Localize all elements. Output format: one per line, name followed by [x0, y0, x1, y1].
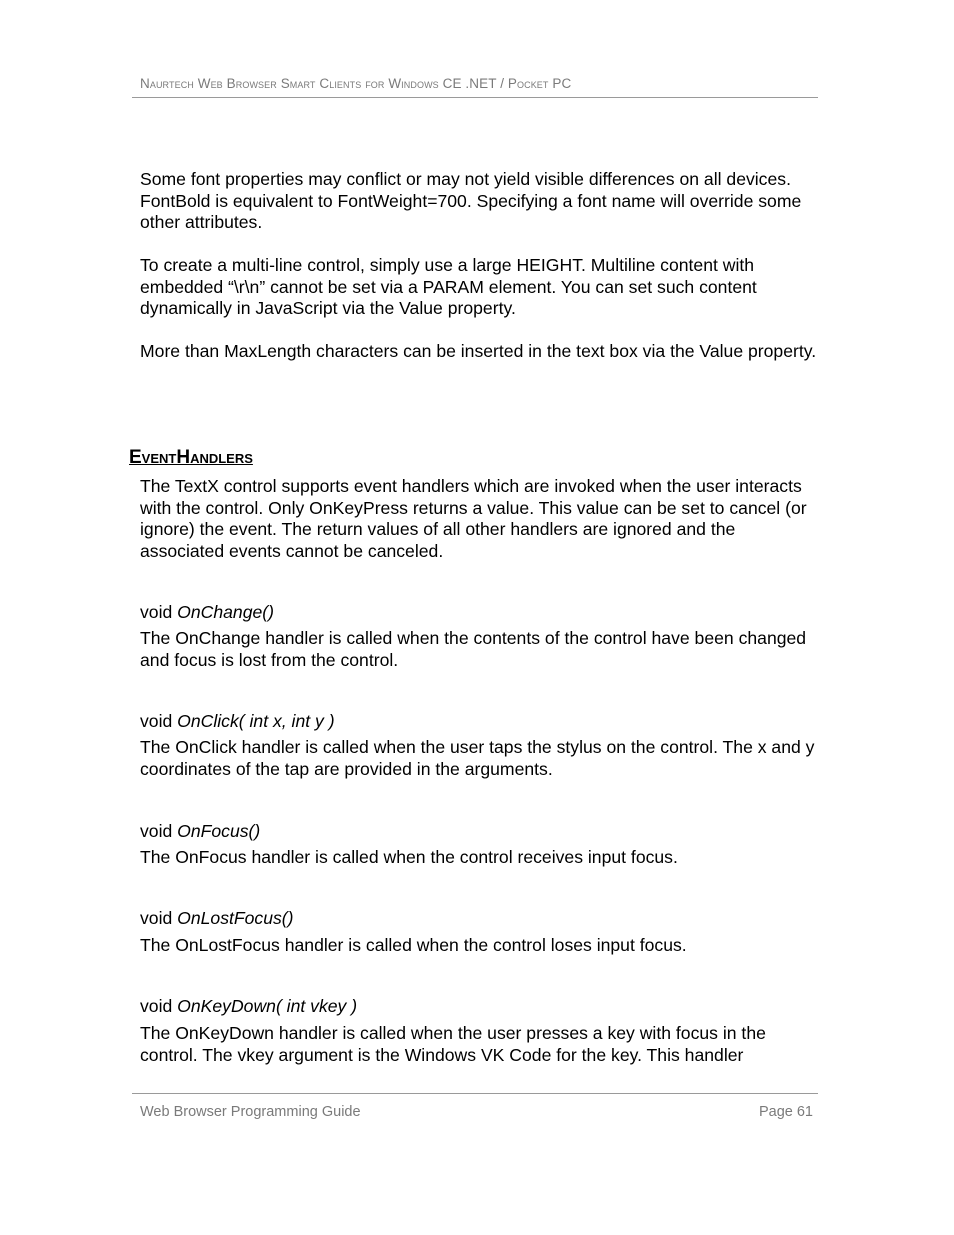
handler-description-onkeydown: The OnKeyDown handler is called when the user presses a key with focus in the control. The vkey argument is the Windows VK Code for the key. This handler: [140, 1023, 766, 1065]
handler-signature-onclick: [140, 711, 335, 733]
handler-signature-onfocus: [140, 821, 260, 843]
header-divider: [132, 97, 818, 98]
handler-description-onfocus: The OnFocus handler is called when the control receives input focus.: [140, 847, 678, 867]
handler-signature-onlostfocus: [140, 908, 294, 930]
footer-page-number: Page 61: [758, 1104, 813, 1120]
handler-description-onlostfocus: The OnLostFocus handler is called when the control loses input focus.: [140, 935, 687, 955]
intro-paragraph-font-properties: Some font properties may conflict or may not yield visible differences on all devices. FontBold is equivalent to FontWeight=700. Specifying a font name will override some other attributes.: [140, 169, 802, 233]
handler-name: OnKeyDown( int vkey ): [177, 996, 358, 1016]
handler-return-type: void: [140, 711, 173, 731]
handler-name: OnLostFocus(): [177, 908, 294, 928]
handler-name: OnClick( int x, int y ): [177, 711, 335, 731]
handler-return-type: void: [140, 821, 173, 841]
footer-divider: [132, 1093, 818, 1094]
handler-name: OnChange(): [177, 602, 274, 622]
handler-description-onclick: The OnClick handler is called when the user taps the stylus on the control. The x and y coordinates of the tap are provided in the arguments.: [140, 737, 815, 779]
handler-signature-onkeydown: [140, 996, 357, 1018]
handler-signature-onchange: [140, 602, 274, 624]
footer-guide-title: Web Browser Programming Guide: [140, 1104, 361, 1120]
handler-return-type: void: [140, 908, 173, 928]
intro-paragraph-maxlength: More than MaxLength characters can be inserted in the text box via the Value property.: [140, 341, 817, 361]
section-heading: EventHandlers: [129, 447, 253, 468]
running-header: Naurtech Web Browser Smart Clients for Windows CE .NET / Pocket PC: [140, 76, 572, 91]
handler-name: OnFocus(): [177, 821, 261, 841]
handler-description-onchange: The OnChange handler is called when the contents of the control have been changed and focus is lost from the control.: [140, 628, 807, 670]
section-intro-paragraph: The TextX control supports event handlers which are invoked when the user interacts with the control. Only OnKeyPress returns a value. This value can be set to cancel (or ignore) the event. The return values of all other handlers are ignored and the associated events cannot be canceled.: [140, 476, 807, 561]
handler-return-type: void: [140, 996, 173, 1016]
handler-return-type: void: [140, 602, 173, 622]
intro-paragraph-multiline: To create a multi-line control, simply use a large HEIGHT. Multiline content with embedded “\r\n” cannot be set via a PARAM element. You can set such content dynamically in JavaScript via the Value property.: [140, 255, 757, 319]
